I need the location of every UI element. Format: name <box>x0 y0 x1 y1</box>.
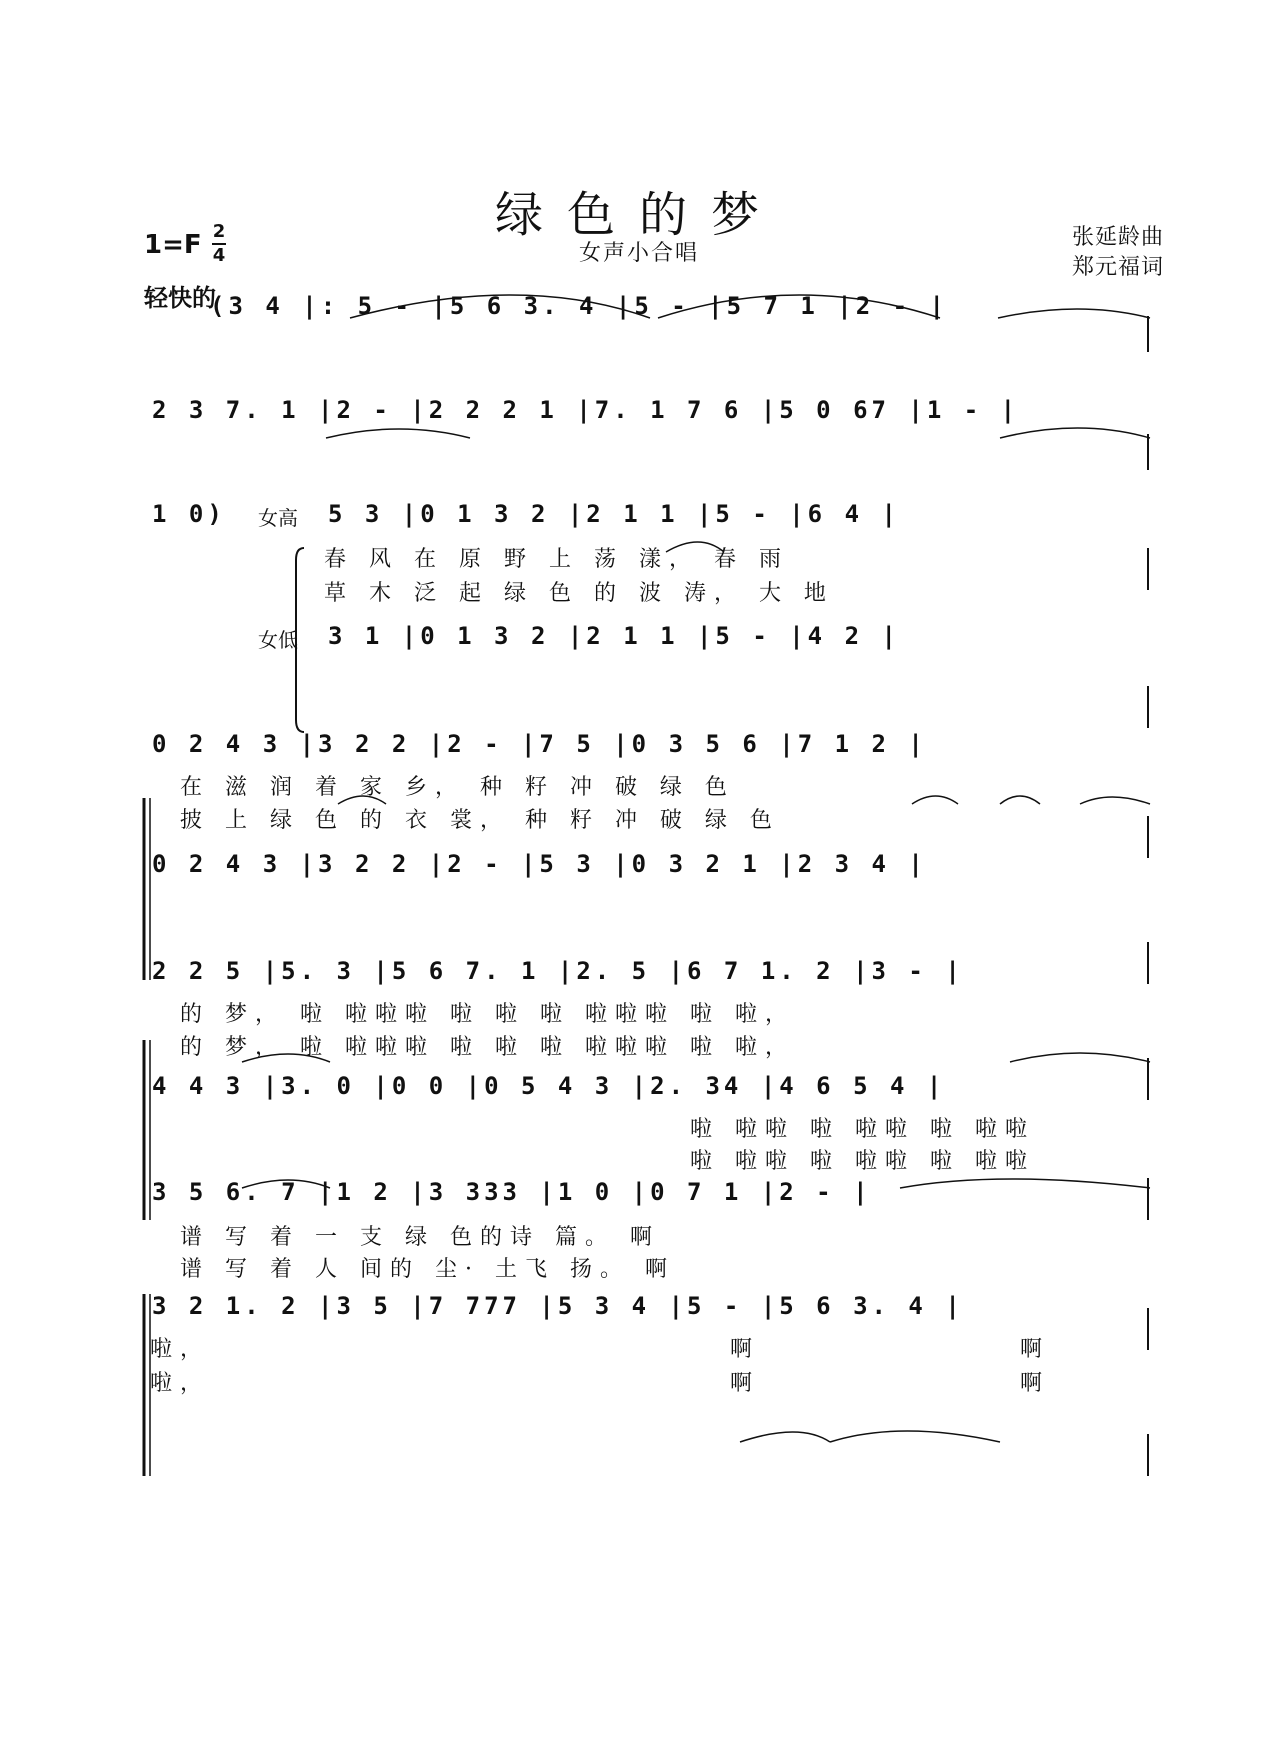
tempo-marking: 轻快的 <box>144 283 216 312</box>
system6-upper-notes: 3 5 6. 7 |1 2 |3 333 |1 0 |0 7 1 |2 - | <box>152 1178 872 1206</box>
time-top: 2 <box>212 221 226 242</box>
composer-credit: 张延龄曲 <box>1071 225 1164 250</box>
system4-lyric-verse2: 披 上 绿 色 的 衣 裳， 种 籽 冲 破 绿 色 <box>180 808 780 833</box>
system3-upper-notes: 5 3 |0 1 3 2 |2 1 1 |5 - |6 4 | <box>328 500 900 528</box>
system5-lower-lyric2: 啦 啦啦 啦 啦啦 啦 啦啦 <box>690 1149 1035 1174</box>
system4-lyric-verse1: 在 滋 润 着 家 乡， 种 籽 冲 破 绿 色 <box>180 775 735 800</box>
system1-notes: (3 4 |: 5 - |5 6 3. 4 |5 - |5 7 1 |2 - | <box>210 292 948 320</box>
score-subtitle: 女声小合唱 <box>578 241 699 266</box>
system3-lyric-verse1: 春 风 在 原 野 上 荡 漾， 春 雨 <box>324 547 789 572</box>
system6-lower-lyric1-b: 啊 <box>730 1337 761 1362</box>
system4-lower-notes: 0 2 4 3 |3 2 2 |2 - |5 3 |0 3 2 1 |2 3 4 | <box>152 850 927 878</box>
system6-lyric-verse2: 谱 写 着 人 间的 尘· 土飞 扬。 啊 <box>180 1257 675 1282</box>
system5-lower-notes: 4 4 3 |3. 0 |0 0 |0 5 4 3 |2. 34 |4 6 5 4 | <box>152 1072 946 1100</box>
system6-lower-lyric2-c: 啊 <box>1020 1371 1051 1396</box>
system3-lyric-verse2: 草 木 泛 起 绿 色 的 波 涛， 大 地 <box>324 581 834 606</box>
system3-intro: 1 0) <box>152 500 226 528</box>
system5-lower-lyric1: 啦 啦啦 啦 啦啦 啦 啦啦 <box>690 1117 1035 1142</box>
system2-notes: 2 3 7. 1 |2 - |2 2 2 1 |7. 1 7 6 |5 0 67 |1 - | <box>152 396 1020 424</box>
system6-lower-lyric2-b: 啊 <box>730 1371 761 1396</box>
system6-lower-lyric1-a: 啦， <box>150 1337 211 1362</box>
system5-lyric-verse1: 的 梦， 啦 啦啦啦 啦 啦 啦 啦啦啦 啦 啦， <box>180 1002 795 1027</box>
score-title: 绿色的梦 <box>494 187 783 243</box>
system3-brace <box>296 548 304 732</box>
system5-upper-notes: 2 2 5 |5. 3 |5 6 7. 1 |2. 5 |6 7 1. 2 |3 - | <box>152 957 964 985</box>
system3-lower-notes: 3 1 |0 1 3 2 |2 1 1 |5 - |4 2 | <box>328 622 900 650</box>
key-signature: 1=F <box>144 230 202 260</box>
slur <box>350 295 650 318</box>
system6-lyric-verse1: 谱 写 着 一 支 绿 色的诗 篇。 啊 <box>180 1225 660 1250</box>
system6-lower-lyric2-a: 啦， <box>150 1371 211 1396</box>
time-bottom: 4 <box>212 245 226 266</box>
alto-label: 女低 <box>258 628 298 652</box>
system6-lower-lyric1-c: 啊 <box>1020 1337 1051 1362</box>
system4-upper-notes: 0 2 4 3 |3 2 2 |2 - |7 5 |0 3 5 6 |7 1 2 | <box>152 730 927 758</box>
system5-lyric-verse2: 的 梦， 啦 啦啦啦 啦 啦 啦 啦啦啦 啦 啦， <box>180 1035 795 1060</box>
system6-lower-notes: 3 2 1. 2 |3 5 |7 777 |5 3 4 |5 - |5 6 3. 4 | <box>152 1292 964 1320</box>
lyricist-credit: 郑元福词 <box>1071 255 1164 280</box>
soprano-label: 女高 <box>258 506 298 530</box>
